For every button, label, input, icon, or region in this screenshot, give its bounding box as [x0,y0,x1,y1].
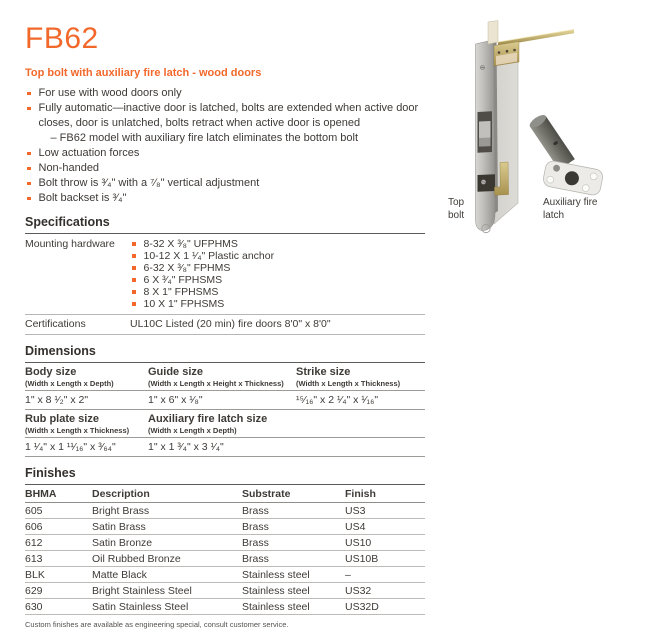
feature-text-group [39,101,426,146]
column-header: BHMA [25,487,57,500]
finishes-header-row [25,485,425,504]
column-header: Substrate [242,487,291,500]
feature-text: Non-handed [38,162,100,174]
feature-text: Fully automatic—inactive door is latched, bolts are extended when active door closes, door is unlatched, bolts retract when active door is opened [38,102,419,129]
table-row: 629 Bright Stainless Steel Stainless steel US32 [25,583,425,599]
dimensions-value-row [25,391,425,410]
dim-header-cell: Rub plate size (Width x Length x Thickness) [25,412,130,435]
feature-item [25,191,425,206]
dim-value-cell: ¹⁵⁄₁₆" x 2 ¹⁄₄" x ¹⁄₁₆" [296,393,379,406]
dimensions-heading: Dimensions [25,344,425,363]
bullet-icon [27,92,31,96]
bullet-icon [132,242,136,246]
table-row: BLK Matte Black Stainless steel – [25,567,425,583]
table-row: 605 Bright Brass Brass US3 [25,503,425,519]
top-bolt-label: Top bolt [448,197,465,221]
mounting-item: 10 X 1" FPHSMS [130,298,274,310]
column-header: Finish [345,487,376,500]
bullet-icon [132,278,136,282]
certification-value: UL10C Listed (20 min) fire doors 8'0" x 8'0" [130,318,331,331]
dimensions-header-row [25,363,425,392]
feature-list [25,86,425,206]
bullet-icon [132,254,136,258]
mounting-hardware-list [130,238,274,311]
spec-row-mounting [25,234,425,315]
table-row: 606 Satin Brass Brass US4 [25,519,425,535]
page-title: FB62 [25,22,99,55]
bullet-icon [27,167,31,171]
dimensions-value-row [25,438,425,457]
dim-header-cell: Guide size (Width x Length x Height x Thickness) [148,365,284,388]
bullet-icon [27,182,31,186]
spec-label: Mounting hardware [25,237,115,250]
dim-value-cell-empty [296,441,425,453]
table-row: 612 Satin Bronze Brass US10 [25,535,425,551]
mounting-item: 10-12 X 1 ¹⁄₄" Plastic anchor [130,250,274,262]
table-row: 613 Oil Rubbed Bronze Brass US10B [25,551,425,567]
bullet-icon [27,152,31,156]
feature-subitem: – FB62 model with auxiliary fire latch eliminates the bottom bolt [50,132,359,144]
feature-text: For use with wood doors only [38,87,182,99]
dim-value-cell: 1" x 8 ¹⁄₂" x 2" [25,393,89,406]
dimensions-header-row [25,410,425,439]
feature-text: Bolt throw is ³⁄₄" with a ⁷⁄₈" vertical adjustment [38,177,260,189]
finishes-heading: Finishes [25,466,425,485]
dim-header-cell: Auxiliary fire latch size (Width x Length x Depth) [148,412,268,435]
main-content [25,24,425,629]
bullet-icon [27,197,31,201]
dim-value-cell: 1" x 1 ³⁄₄" x 3 ¹⁄₄" [148,440,224,453]
spec-label: Certifications [25,318,86,331]
feature-item [25,161,425,176]
finishes-footnote: Custom finishes are available as engineering special, consult customer service. [25,620,289,629]
dim-header-cell-empty [296,413,425,436]
aux-fire-latch-label: Auxiliary fire latch [543,197,598,221]
feature-item [25,176,425,191]
page-subtitle: Top bolt with auxiliary fire latch - wood doors [25,67,262,79]
aux-fire-latch-illustration [528,113,604,197]
mounting-item: 6-32 X ³⁄₈" FPHMS [130,262,274,274]
dim-header-cell: Strike size (Width x Length x Thickness) [296,365,401,388]
bullet-icon [132,302,136,306]
column-header: Description [92,487,150,500]
feature-item [25,101,425,146]
feature-text: Bolt backset is ³⁄₄" [38,192,127,204]
bullet-icon [132,266,136,270]
dim-value-cell: 1 ¹⁄₄" x 1 ¹¹⁄₁₆" x ³⁄₆₄" [25,440,116,453]
table-row: 630 Satin Stainless Steel Stainless steel US32D [25,599,425,615]
mounting-item: 8-32 X ³⁄₈" UFPHMS [130,238,274,250]
mounting-item: 8 X 1" FPHSMS [130,286,274,298]
spec-row-certifications [25,315,425,335]
bullet-icon [27,107,31,111]
feature-text: Low actuation forces [38,147,140,159]
specifications-heading: Specifications [25,215,425,234]
dim-value-cell: 1" x 6" x ¹⁄₈" [148,393,203,406]
product-figure [430,0,656,245]
dim-header-cell: Body size (Width x Length x Depth) [25,365,114,388]
feature-item [25,86,425,101]
mounting-item: 6 X ³⁄₄" FPHSMS [130,274,274,286]
feature-item [25,146,425,161]
bullet-icon [132,290,136,294]
